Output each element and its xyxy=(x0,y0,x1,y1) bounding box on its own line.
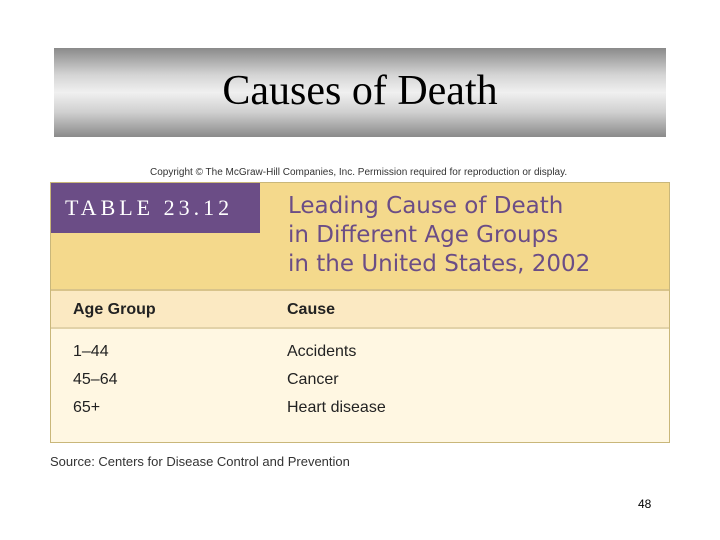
table-header xyxy=(51,183,669,291)
cell-age-group: 45–64 xyxy=(73,371,118,388)
cell-cause: Accidents xyxy=(287,343,357,360)
table-row xyxy=(51,399,669,427)
cell-cause: Heart disease xyxy=(287,399,386,416)
table-label-tag xyxy=(51,183,260,233)
table-row xyxy=(51,371,669,399)
copyright-notice: Copyright © The McGraw-Hill Companies, Inc. Permission required for reproduction or display. xyxy=(150,167,568,178)
data-table xyxy=(50,182,670,443)
source-note: Source: Centers for Disease Control and Prevention xyxy=(50,454,350,469)
cell-cause: Cancer xyxy=(287,371,339,388)
table-caption xyxy=(288,192,658,279)
cell-age-group: 1–44 xyxy=(73,343,109,360)
page-number: 48 xyxy=(638,497,652,511)
table-body xyxy=(51,329,669,442)
column-header-cause: Cause xyxy=(287,301,336,318)
table-caption-line: in Different Age Groups xyxy=(288,222,559,248)
table-caption-line: in the United States, 2002 xyxy=(288,251,591,277)
column-header-age-group: Age Group xyxy=(73,301,156,318)
slide-title-bar xyxy=(54,48,666,137)
table-row xyxy=(51,343,669,371)
table-caption-line: Leading Cause of Death xyxy=(288,193,564,219)
slide-title: Causes of Death xyxy=(222,67,498,114)
table-column-headers xyxy=(51,291,669,329)
cell-age-group: 65+ xyxy=(73,399,101,416)
table-label: TABLE 23.12 xyxy=(65,195,234,220)
